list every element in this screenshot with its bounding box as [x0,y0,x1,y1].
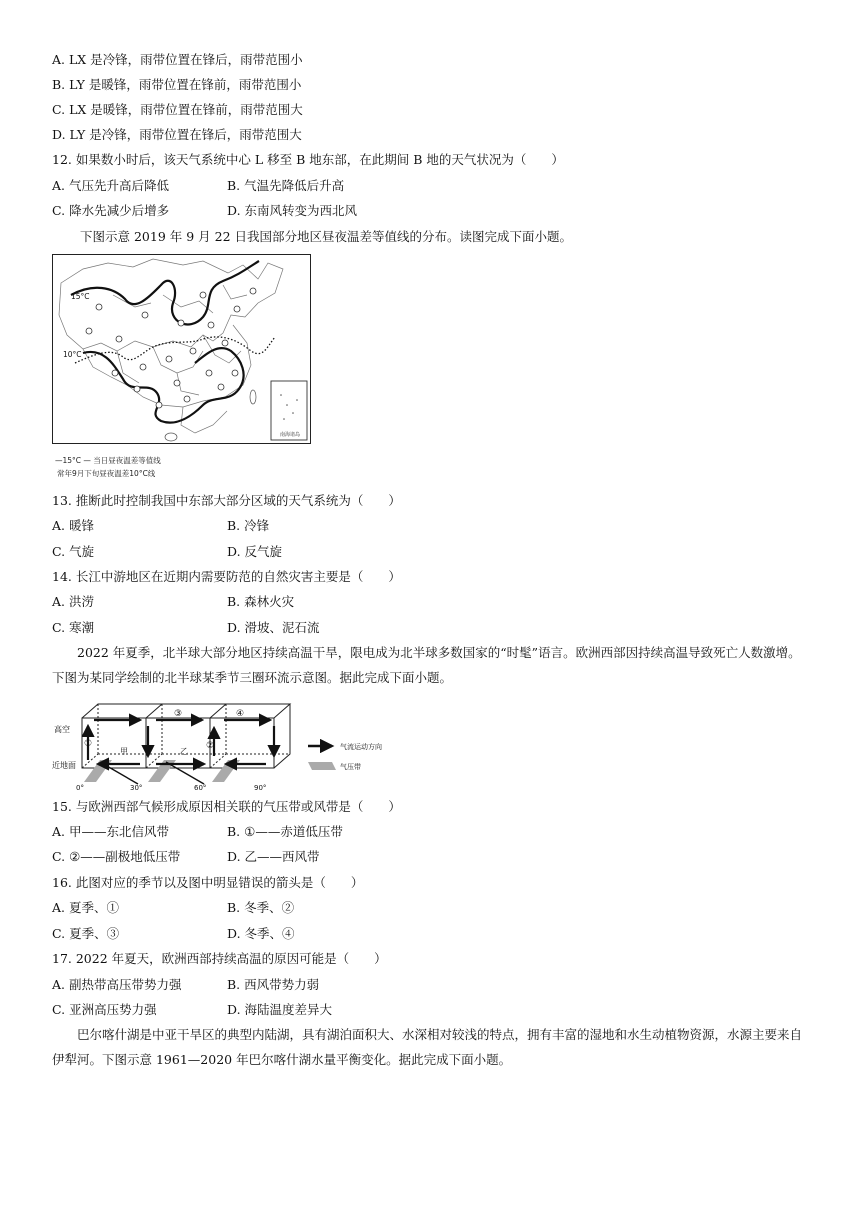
q12-stem: 12. 如果数小时后，该天气系统中心 L 移至 B 地东部，在此期间 B 地的天气状况为（ ） [52,152,564,167]
passage-circulation: 2022 年夏季，北半球大部分地区持续高温干旱，限电成为北半球多数国家的“时髦”语言。欧洲西部因持续高温导致死亡人数激增。下图为某同学绘制的北半球某季节三圈环流示意图。据此完成下面小题。 [52,645,801,685]
q12-option-b: B. 气温先降低后升高 [227,178,345,193]
map-drawing [53,255,309,442]
isoline-15-label: 15°C [71,292,90,301]
q15-option-c: C. ②——副极地低压带 [52,849,181,864]
isoline-10-label: 10°C [63,350,82,359]
label-num1: ① [84,739,93,749]
q17-option-d: D. 海陆温度差异大 [227,1002,333,1017]
q11-option-d: D. LY 是冷锋，雨带位置在锋后，雨带范围大 [52,127,302,142]
legend-belt-label: 气压带 [340,763,361,771]
label-yi: 乙 [180,747,188,756]
q15-stem: 15. 与欧洲西部气候形成原因相关联的气压带或风带是（ ） [52,799,401,814]
q15-option-a: A. 甲——东北信风带 [52,824,169,839]
q16-stem: 16. 此图对应的季节以及图中明显错误的箭头是（ ） [52,875,364,890]
q13-option-c: C. 气旋 [52,544,95,559]
q12-option-a: A. 气压先升高后降低 [52,178,169,193]
temperature-difference-map [52,254,311,444]
q15-option-d: D. 乙——西风带 [227,849,320,864]
label-surface: 近地面 [52,761,76,770]
label-num4: ④ [236,709,245,719]
legend-dotted-line: 常年9月下旬昼夜温差10°C线 [57,469,156,478]
q11-option-b: B. LY 是暖锋，雨带位置在锋前，雨带范围小 [52,77,302,92]
q16-option-d: D. 冬季、④ [227,926,295,941]
q13-option-b: B. 冷锋 [227,518,270,533]
q14-option-a: A. 洪涝 [52,594,94,609]
label-num2: ② [206,741,215,751]
inset-label: 南海诸岛 [280,432,301,438]
q16-option-b: B. 冬季、② [227,900,295,915]
q17-stem: 17. 2022 年夏天，欧洲西部持续高温的原因可能是（ ） [52,951,387,966]
legend-arrow-label: 气流运动方向 [340,743,382,751]
q14-stem: 14. 长江中游地区在近期内需要防范的自然灾害主要是（ ） [52,569,401,584]
lat-60: 60° [194,784,207,792]
map-legend [55,454,161,480]
q13-option-a: A. 暖锋 [52,518,94,533]
lat-30: 30° [130,784,143,792]
q17-option-c: C. 亚洲高压势力强 [52,1002,157,1017]
q13-option-d: D. 反气旋 [227,544,283,559]
q14-option-c: C. 寒潮 [52,620,95,635]
lat-90: 90° [254,784,267,792]
label-num3: ③ [174,709,183,719]
circulation-diagram [52,700,406,792]
q17-option-b: B. 西风带势力弱 [227,977,320,992]
q14-option-d: D. 滑坡、泥石流 [227,620,320,635]
label-upper: 高空 [54,725,70,734]
q12-option-c: C. 降水先减少后增多 [52,203,170,218]
circulation-drawing [52,700,406,792]
passage-balkhash: 巴尔喀什湖是中亚干旱区的典型内陆湖，具有湖泊面积大、水深相对较浅的特点，拥有丰富的湿地和水生动植物资源，水源主要来自伊犁河。下图示意 1961—2020 年巴尔喀什湖水量平衡变化。据此完成下面小题。 [52,1027,803,1067]
label-jia: 甲 [120,747,128,756]
q11-option-c: C. LX 是暖锋，雨带位置在锋前，雨带范围大 [52,102,303,117]
q16-option-a: A. 夏季、① [52,900,119,915]
passage-temperature-map: 下图示意 2019 年 9 月 22 日我国部分地区昼夜温差等值线的分布。读图完成下面小题。 [80,229,573,244]
q15-option-b: B. ①——赤道低压带 [227,824,343,839]
q14-option-b: B. 森林火灾 [227,594,295,609]
q12-option-d: D. 东南风转变为西北风 [227,203,358,218]
q11-option-a: A. LX 是冷锋，雨带位置在锋后，雨带范围小 [52,52,303,67]
lat-0: 0° [76,784,84,792]
q13-stem: 13. 推断此时控制我国中东部大部分区域的天气系统为（ ） [52,493,401,508]
legend-solid-line: —15°C — 当日昼夜温差等值线 [55,456,161,465]
q16-option-c: C. 夏季、③ [52,926,120,941]
q17-option-a: A. 副热带高压带势力强 [52,977,182,992]
